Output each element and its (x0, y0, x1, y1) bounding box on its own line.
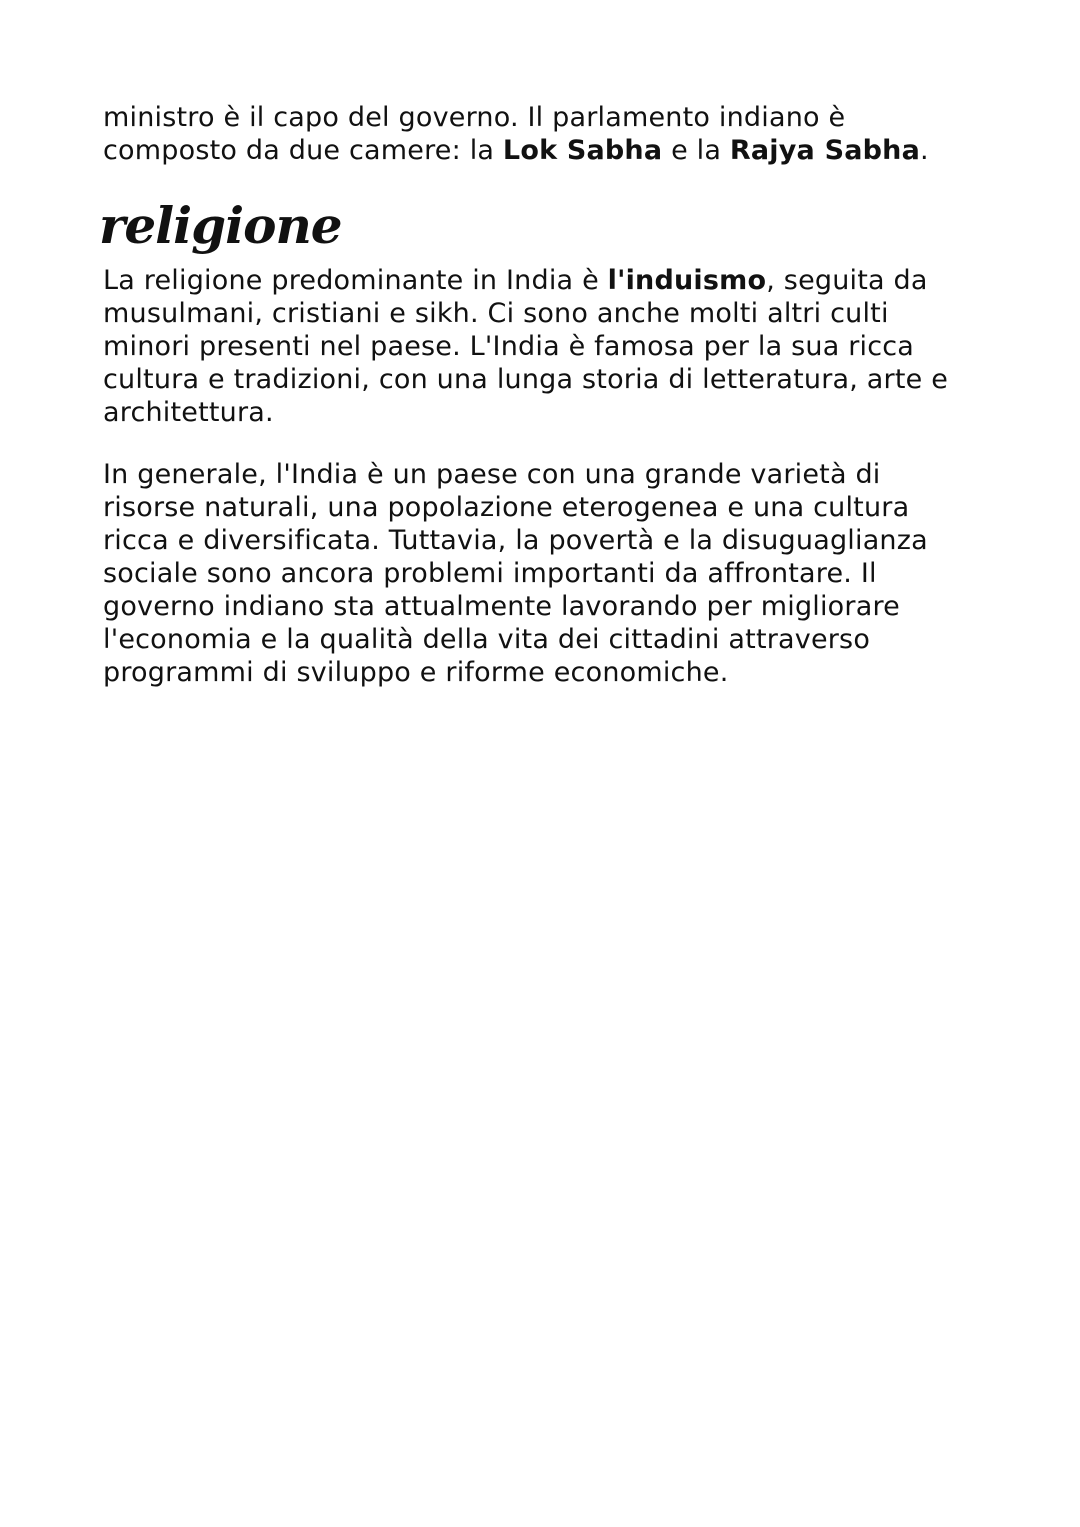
section-heading (99, 194, 1003, 264)
conclusion-paragraph: In generale, l'India è un paese con una grande varietà di risorse naturali, una popolazione eterogenea e una cultura ricca e diversificata. Tuttavia, la povertà e la disuguaglianza sociale sono ancora problemi importanti da affrontare. Il governo indiano sta attualmente lavorando per migliorare l'economia e la qualità della vita dei cittadini attraverso programmi di sviluppo e riforme economiche. (103, 459, 928, 688)
document-page (99, 101, 1003, 689)
intro-text-2: e la (662, 135, 730, 166)
section-heading-text: religione (99, 196, 342, 255)
intro-text-1: ministro è il capo del governo. Il parlamento indiano è composto da due camere: la (103, 102, 846, 166)
rajya-sabha-bold: Rajya Sabha (729, 135, 921, 166)
religion-text-1: La religione predominante in India è (103, 265, 608, 296)
religion-text-2: , seguita da musulmani, cristiani e sikh. Ci sono anche molti altri culti minori presenti nel paese. L'India è famosa per la sua ricca cultura e tradizioni, con una lunga storia di letteratura, arte e architettura. (103, 265, 949, 428)
religion-paragraph (103, 264, 1003, 429)
intro-text-3: . (920, 135, 929, 166)
lok-sabha-bold: Lok Sabha (502, 135, 663, 166)
induismo-bold: l'induismo (607, 265, 767, 296)
intro-paragraph (103, 101, 1003, 167)
